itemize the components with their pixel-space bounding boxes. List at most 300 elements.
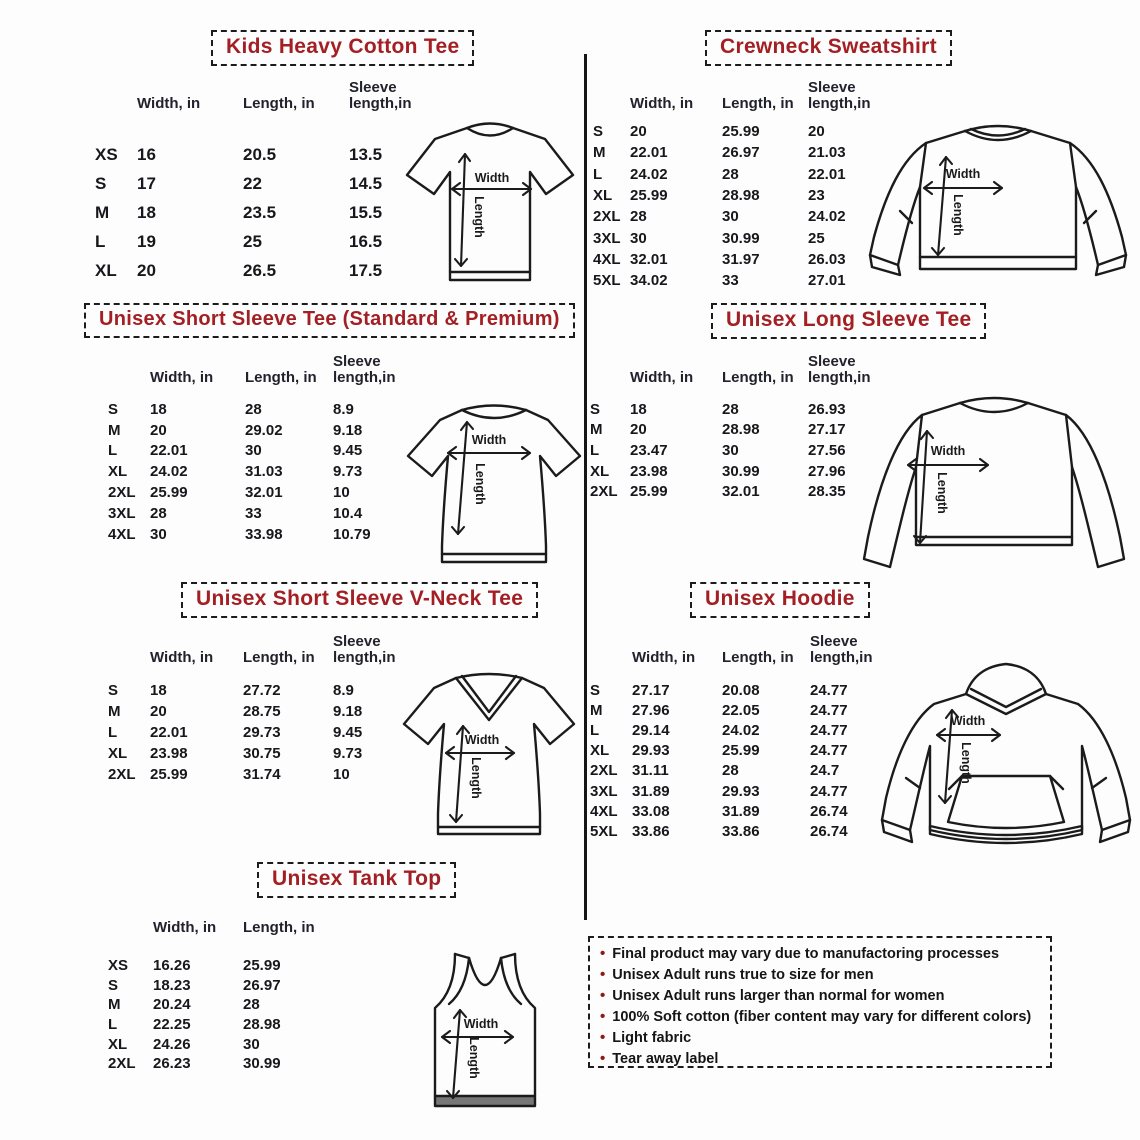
length-cell: 30 (722, 208, 739, 226)
width-arrow-label: Width (471, 433, 507, 447)
table-header-row (593, 78, 878, 112)
length-cell: 30.75 (243, 744, 281, 762)
width-cell: 33.08 (632, 802, 670, 820)
long-sleeve-size-table (590, 352, 878, 502)
note-text: Unisex Adult runs true to size for men (612, 967, 874, 983)
sleeve-cell: 10.4 (333, 504, 363, 522)
size-cell: 4XL (593, 250, 621, 268)
hoodie-diagram (876, 658, 1136, 856)
width-cell: 23.98 (150, 744, 188, 762)
col-header-sleeve: Sleeve length,in (349, 78, 412, 112)
section-title-unisex-vneck-tee: Unisex Short Sleeve V-Neck Tee (181, 582, 538, 618)
width-cell: 18 (630, 400, 647, 418)
width-arrow-label: Width (463, 1017, 499, 1031)
table-body (590, 399, 878, 502)
size-cell: 3XL (108, 504, 136, 522)
width-cell: 24.02 (150, 463, 188, 481)
note-text: Final product may vary due to manufactoring processes (612, 946, 1000, 962)
width-cell: 20 (630, 421, 647, 439)
table-row (590, 481, 878, 502)
sleeve-cell: 26.03 (808, 250, 846, 268)
table-row (108, 482, 413, 503)
width-cell: 22.25 (153, 1016, 191, 1034)
tee-neck-inner (467, 128, 513, 136)
section-title-kids-heavy-cotton-tee: Kids Heavy Cotton Tee (211, 30, 474, 66)
size-cell: XS (95, 144, 118, 164)
width-cell: 17 (137, 173, 156, 193)
table-header-row (108, 352, 413, 386)
size-cell: XL (95, 260, 117, 280)
width-cell: 31.89 (632, 782, 670, 800)
length-cell: 25 (243, 231, 262, 251)
width-cell: 18 (150, 681, 167, 699)
width-cell: 25.99 (630, 483, 668, 501)
sleeve-cell: 27.96 (808, 462, 846, 480)
sleeve-cell: 25 (808, 229, 825, 247)
size-cell: XL (108, 1035, 128, 1053)
size-cell: XL (590, 462, 610, 480)
sleeve-cell: 9.73 (333, 744, 363, 762)
sleeve-cell: 24.77 (810, 782, 848, 800)
table-row (108, 743, 413, 764)
table-row (108, 764, 413, 785)
width-arrow-label: Width (474, 171, 510, 185)
neck-inner2 (971, 129, 1025, 136)
tank-top-size-table (108, 902, 333, 1074)
length-cell: 31.89 (722, 802, 760, 820)
length-cell: 25.99 (722, 123, 760, 141)
width-cell: 28 (630, 208, 647, 226)
section-title-unisex-hoodie: Unisex Hoodie (690, 582, 870, 618)
width-arrow (446, 733, 514, 759)
table-row (108, 503, 413, 524)
size-cell: S (593, 123, 604, 141)
tee-outline (407, 128, 573, 280)
length-cell: 28 (722, 400, 739, 418)
width-cell: 29.14 (632, 721, 670, 739)
size-cell: 2XL (108, 1055, 136, 1073)
note-item (600, 987, 1040, 1008)
size-cell: 2XL (108, 484, 136, 502)
col-header-sleeve: Sleeve length,in (808, 352, 871, 386)
sleeve-cell: 23 (808, 187, 825, 205)
sweatshirt-outline (870, 131, 1126, 265)
size-cell: M (590, 421, 603, 439)
col-header-width: Width, in (630, 95, 694, 112)
strap-top-left (455, 954, 469, 958)
length-arrow-label: Length (472, 196, 486, 238)
sleeve-cell: 9.45 (333, 442, 363, 460)
hem-band (920, 257, 1076, 269)
width-cell: 24.26 (153, 1035, 191, 1053)
hood-opening-inner (971, 689, 1041, 707)
length-cell: 26.97 (243, 976, 281, 994)
size-cell: M (108, 421, 121, 439)
width-cell: 23.98 (630, 462, 668, 480)
length-cell: 23.5 (243, 202, 277, 222)
col-header-length: Length, in (243, 919, 315, 936)
size-cell: 2XL (108, 765, 136, 783)
size-cell: S (108, 681, 119, 699)
table-row (108, 680, 413, 701)
notes-box (588, 936, 1052, 1068)
size-cell: S (590, 400, 601, 418)
sleeve-cell: 10 (333, 765, 350, 783)
length-cell: 20.08 (722, 681, 760, 699)
size-cell: 3XL (593, 229, 621, 247)
table-row (108, 1015, 333, 1035)
tee-outline (864, 403, 1124, 567)
size-cell: XL (590, 742, 610, 760)
width-arrow (448, 433, 530, 459)
tee-neck-outer (462, 406, 526, 411)
table-row (108, 420, 413, 441)
tee-neck-inner (462, 410, 526, 418)
width-cell: 26.23 (153, 1055, 191, 1073)
size-cell: S (108, 976, 119, 994)
std-tee-diagram (398, 396, 590, 568)
table-row (108, 524, 413, 545)
table-row (95, 227, 429, 256)
table-row (590, 761, 880, 781)
col-header-length: Length, in (722, 95, 794, 112)
table-row (108, 722, 413, 743)
length-cell: 31.03 (245, 463, 283, 481)
size-cell: 2XL (590, 483, 618, 501)
table-row (108, 995, 333, 1015)
col-header-width: Width, in (630, 369, 694, 386)
length-cell: 25.99 (243, 957, 281, 975)
table-row (108, 441, 413, 462)
col-header-sleeve: Sleeve length,in (810, 632, 873, 666)
table-body (108, 399, 413, 545)
sleeve-cell: 14.5 (349, 173, 383, 193)
vneck-line-inner (462, 676, 516, 712)
crewneck-diagram (862, 115, 1134, 295)
vneck-tee-diagram (396, 666, 582, 846)
length-cell: 32.01 (245, 484, 283, 502)
table-body (593, 121, 878, 291)
hem-shade (436, 1097, 534, 1105)
length-cell: 30 (243, 1035, 260, 1053)
table-row (108, 399, 413, 420)
crewneck-size-table (593, 78, 878, 291)
sleeve-cell: 9.18 (333, 421, 363, 439)
width-cell: 16.26 (153, 957, 191, 975)
table-header-row (108, 902, 333, 936)
table-body (95, 140, 429, 285)
table-row (95, 140, 429, 169)
table-body (108, 680, 413, 784)
sleeve-cell: 26.74 (810, 802, 848, 820)
length-cell: 29.93 (722, 782, 760, 800)
size-cell: L (108, 442, 118, 460)
width-cell: 19 (137, 231, 156, 251)
sleeve-crease-left (906, 778, 920, 788)
length-cell: 25.99 (722, 742, 760, 760)
sleeve-cell: 26.74 (810, 822, 848, 840)
length-cell: 30 (245, 442, 262, 460)
sleeve-cell: 8.9 (333, 400, 354, 418)
length-arrow-label: Length (469, 757, 483, 799)
bullet-icon: • (600, 1008, 606, 1025)
width-cell: 16 (137, 144, 156, 164)
table-row (95, 256, 429, 285)
length-cell: 20.5 (243, 144, 277, 164)
sleeve-cell: 21.03 (808, 144, 846, 162)
width-cell: 33.86 (632, 822, 670, 840)
width-cell: 18 (150, 400, 167, 418)
col-header-length: Length, in (243, 95, 315, 112)
col-header-sleeve: Sleeve length,in (808, 78, 871, 112)
bullet-icon: • (600, 987, 606, 1004)
sleeve-cell: 24.77 (810, 701, 848, 719)
table-row (590, 461, 878, 482)
table-row (590, 420, 878, 441)
width-cell: 27.17 (632, 681, 670, 699)
length-cell: 28 (243, 996, 260, 1014)
bullet-icon: • (600, 1029, 606, 1046)
width-cell: 34.02 (630, 272, 668, 290)
length-arrow-label: Length (959, 742, 973, 784)
table-row (108, 701, 413, 722)
sleeve-cell: 13.5 (349, 144, 383, 164)
kids-tee-diagram (395, 112, 585, 290)
length-arrow-label: Length (473, 463, 487, 505)
sleeve-cell: 15.5 (349, 202, 383, 222)
length-cell: 27.72 (243, 681, 281, 699)
table-body (108, 956, 333, 1074)
tank-top-diagram (423, 948, 547, 1120)
width-cell: 29.93 (632, 742, 670, 760)
length-cell: 33 (245, 504, 262, 522)
section-title-unisex-long-sleeve-tee: Unisex Long Sleeve Tee (711, 303, 986, 339)
length-cell: 28.98 (722, 421, 760, 439)
table-row (108, 1054, 333, 1074)
col-header-width: Width, in (153, 919, 217, 936)
length-cell: 22.05 (722, 701, 760, 719)
table-row (95, 198, 429, 227)
table-row (593, 164, 878, 185)
size-cell: M (95, 202, 110, 222)
width-cell: 24.02 (630, 165, 668, 183)
sleeve-cell: 24.02 (808, 208, 846, 226)
length-cell: 33.98 (245, 525, 283, 543)
col-header-length: Length, in (243, 649, 315, 666)
strap-top-right (501, 954, 515, 958)
width-cell: 25.99 (630, 187, 668, 205)
note-text: Tear away label (612, 1051, 719, 1067)
sleeve-cell: 24.77 (810, 721, 848, 739)
tee-neck-outer (467, 124, 513, 129)
length-arrow-label: Length (951, 194, 965, 236)
length-cell: 28 (722, 165, 739, 183)
width-cell: 31.11 (632, 762, 669, 780)
hood-opening-outer (966, 694, 1046, 714)
length-cell: 26.97 (722, 144, 760, 162)
length-cell: 30.99 (722, 462, 760, 480)
sleeve-cell: 9.73 (333, 463, 363, 481)
sleeve-cell: 16.5 (349, 231, 383, 251)
shoulder-seam-right (1066, 415, 1072, 467)
length-cell: 33 (722, 272, 739, 290)
size-cell: 2XL (590, 762, 618, 780)
width-arrow-label: Width (464, 733, 500, 747)
hoodie-size-table (590, 632, 880, 842)
length-cell: 28.98 (722, 187, 760, 205)
bullet-icon: • (600, 966, 606, 983)
neck-outer (960, 398, 1028, 403)
width-arrow-label: Width (930, 444, 966, 458)
size-cell: L (108, 1016, 118, 1034)
table-row (590, 700, 880, 720)
width-cell: 30 (150, 525, 167, 543)
table-row (590, 720, 880, 740)
length-cell: 29.02 (245, 421, 283, 439)
table-row (108, 956, 333, 976)
col-header-width: Width, in (150, 649, 214, 666)
sleeve-cell: 24.77 (810, 742, 848, 760)
size-cell: XL (593, 187, 613, 205)
size-cell: L (108, 723, 118, 741)
sleeve-cell: 27.56 (808, 441, 846, 459)
width-cell: 28 (150, 504, 167, 522)
hood-outer (966, 664, 1046, 694)
size-cell: M (108, 702, 121, 720)
width-cell: 32.01 (630, 250, 668, 268)
width-cell: 22.01 (150, 723, 188, 741)
sleeve-cell: 22.01 (808, 165, 846, 183)
sleeve-cell: 24.7 (810, 762, 840, 780)
col-header-length: Length, in (245, 369, 317, 386)
size-cell: XL (108, 463, 128, 481)
table-row (593, 185, 878, 206)
section-title-unisex-tank-top: Unisex Tank Top (257, 862, 456, 898)
sleeve-cell: 9.45 (333, 723, 363, 741)
note-text: Unisex Adult runs larger than normal for women (612, 988, 945, 1004)
col-header-width: Width, in (632, 649, 696, 666)
length-cell: 30.99 (243, 1055, 281, 1073)
width-cell: 25.99 (150, 484, 188, 502)
size-cell: 5XL (593, 272, 621, 290)
table-row (590, 821, 880, 841)
sleeve-cell: 26.93 (808, 400, 846, 418)
length-arrow-label: Length (467, 1037, 481, 1079)
col-header-width: Width, in (150, 369, 214, 386)
col-header-sleeve: Sleeve length,in (333, 632, 396, 666)
width-cell: 20 (630, 123, 647, 141)
section-title-crewneck-sweatshirt: Crewneck Sweatshirt (705, 30, 952, 66)
width-cell: 23.47 (630, 441, 668, 459)
size-cell: XS (108, 957, 129, 975)
size-cell: S (95, 173, 107, 193)
bullet-icon: • (600, 945, 606, 962)
long-sleeve-tee-diagram (852, 385, 1136, 577)
length-cell: 26.5 (243, 260, 277, 280)
size-cell: S (590, 681, 601, 699)
length-cell: 30.99 (722, 229, 760, 247)
sleeve-cell: 20 (808, 123, 825, 141)
size-cell: L (590, 441, 600, 459)
note-item (600, 966, 1040, 987)
length-cell: 32.01 (722, 483, 760, 501)
length-cell: 28 (245, 400, 262, 418)
kids-tee-size-table (95, 78, 429, 285)
table-row (593, 270, 878, 291)
col-header-sleeve: Sleeve length,in (333, 352, 396, 386)
size-cell: S (108, 400, 119, 418)
table-row (95, 169, 429, 198)
note-item (600, 945, 1040, 966)
shoulder-seam-right (1070, 143, 1076, 187)
width-cell: 20 (137, 260, 156, 280)
col-header-length: Length, in (722, 369, 794, 386)
section-title-unisex-short-sleeve-tee: Unisex Short Sleeve Tee (Standard & Premium) (84, 303, 575, 338)
neck-outer (456, 674, 522, 678)
vneck-line-outer (456, 678, 522, 720)
length-cell: 31.74 (243, 765, 281, 783)
size-cell: 4XL (590, 802, 618, 820)
sleeve-cell: 8.9 (333, 681, 354, 699)
size-cell: L (95, 231, 106, 251)
table-row (593, 142, 878, 163)
col-header-length: Length, in (722, 649, 794, 666)
cuff-right (1100, 820, 1130, 842)
width-arrow-label: Width (950, 714, 986, 728)
width-cell: 20.24 (153, 996, 191, 1014)
size-cell: 2XL (593, 208, 621, 226)
note-text: 100% Soft cotton (fiber content may vary for different colors) (612, 1009, 1032, 1025)
tee-outline (404, 678, 574, 834)
table-body (590, 680, 880, 842)
length-cell: 31.97 (722, 250, 760, 268)
cuff-left (882, 820, 912, 842)
width-cell: 22.01 (150, 442, 188, 460)
width-cell: 18 (137, 202, 156, 222)
length-arrow-label: Length (935, 472, 949, 514)
length-cell: 28 (722, 762, 739, 780)
table-row (590, 440, 878, 461)
sleeve-crease-right (1092, 778, 1106, 788)
table-row (593, 206, 878, 227)
table-header-row (590, 352, 878, 386)
sleeve-cell: 27.01 (808, 272, 846, 290)
table-row (593, 121, 878, 142)
table-row (108, 976, 333, 996)
neck-scoop (469, 958, 501, 985)
sleeve-cell: 27.17 (808, 421, 846, 439)
width-arrow-label: Width (945, 167, 981, 181)
shoulder-seam-left (920, 143, 926, 187)
width-cell: 20 (150, 702, 167, 720)
table-row (590, 781, 880, 801)
size-cell: 5XL (590, 822, 618, 840)
length-cell: 24.02 (722, 721, 760, 739)
width-cell: 20 (150, 421, 167, 439)
vneck-size-table (108, 632, 413, 784)
table-row (108, 1034, 333, 1054)
note-item (600, 1050, 1040, 1071)
hoodie-outline (882, 694, 1130, 839)
size-cell: 4XL (108, 525, 136, 543)
table-row (108, 461, 413, 482)
width-cell: 18.23 (153, 976, 191, 994)
length-cell: 22 (243, 173, 262, 193)
length-cell: 29.73 (243, 723, 281, 741)
table-row (593, 249, 878, 270)
sleeve-cell: 28.35 (808, 483, 846, 501)
length-cell: 28.98 (243, 1016, 281, 1034)
